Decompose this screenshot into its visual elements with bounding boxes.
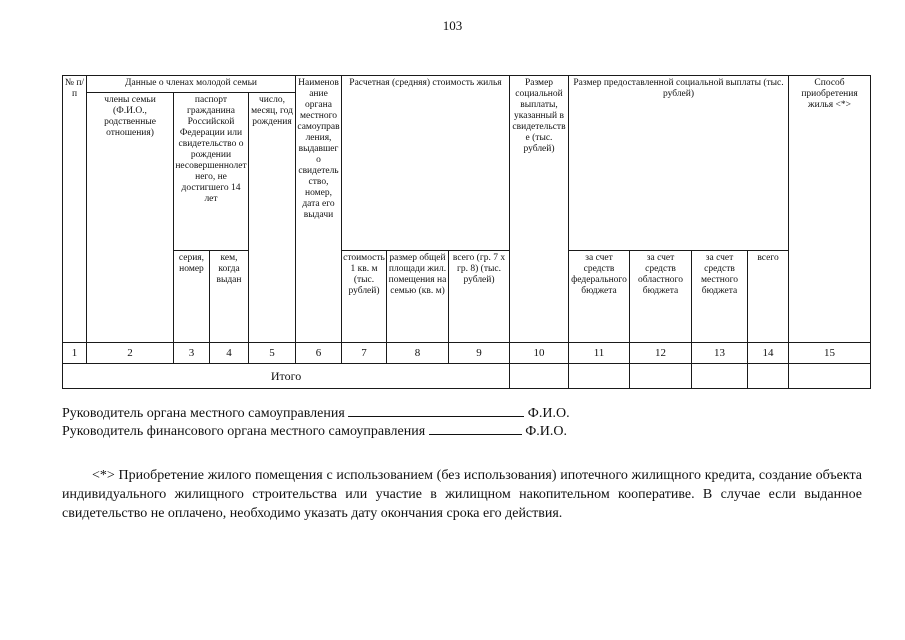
total-row-label: Итого: [63, 364, 510, 389]
column-number: 6: [296, 343, 342, 364]
signature-line-finance: [62, 422, 622, 440]
total-cell: [630, 364, 692, 389]
column-number: 2: [87, 343, 174, 364]
signature-fio: Ф.И.О.: [527, 406, 570, 421]
column-number: 3: [174, 343, 210, 364]
signature-blank: [429, 422, 522, 435]
signature-label: Руководитель органа местного самоуправления: [62, 406, 345, 421]
header-payment-size: Размер социальной выплаты, указанный в свидетельстве (тыс. рублей): [510, 76, 569, 343]
header-passport: паспорт гражданина Российской Федерации или свидетельство о рождении несовершеннолетнего, не достигшего 14 лет: [174, 93, 249, 251]
signature-blank: [348, 404, 524, 417]
column-number: 9: [449, 343, 510, 364]
column-number: 7: [342, 343, 387, 364]
header-regional: за счет средств областного бюджета: [630, 251, 692, 343]
header-series-number: серия, номер: [174, 251, 210, 343]
header-birth-date: число, месяц, год рождения: [249, 93, 296, 343]
column-number: 1: [63, 343, 87, 364]
column-number: 15: [789, 343, 871, 364]
column-number: 5: [249, 343, 296, 364]
header-local-gov-name: Наименование органа местного самоуправления, выдавшего свидетельство, номер, дата его выдачи: [296, 76, 342, 343]
header-num: № п/п: [63, 76, 87, 343]
column-number-row: [63, 343, 871, 364]
total-row: [63, 364, 871, 389]
page-number: 103: [442, 18, 463, 33]
header-issued-by: кем, когда выдан: [210, 251, 249, 343]
column-number: 4: [210, 343, 249, 364]
column-number: 10: [510, 343, 569, 364]
signature-block: [62, 404, 622, 440]
column-number: 12: [630, 343, 692, 364]
header-area-size: размер общей площади жил. помещения на семью (кв. м): [387, 251, 449, 343]
total-cell: [789, 364, 871, 389]
header-family-data: Данные о членах молодой семьи: [87, 76, 296, 93]
column-number: 13: [692, 343, 748, 364]
column-number: 11: [569, 343, 630, 364]
total-cell: [692, 364, 748, 389]
signature-label: Руководитель финансового органа местного самоуправления: [62, 424, 426, 439]
header-total-cost: всего (гр. 7 x гр. 8) (тыс. рублей): [449, 251, 510, 343]
header-local: за счет средств местного бюджета: [692, 251, 748, 343]
footnote: <*> Приобретение жилого помещения с использованием (без использования) ипотечного жилищного кредита, создание объекта индивидуального жилищного строительства или участие в жилищном накопительном кооперативе. В случае если выданное свидетельство не оплачено, необходимо указать дату окончания срока его действия.: [62, 468, 862, 521]
total-cell: [569, 364, 630, 389]
header-total: всего: [748, 251, 789, 343]
column-number: 8: [387, 343, 449, 364]
header-members: члены семьи (Ф.И.О., родственные отношения): [87, 93, 174, 343]
signature-fio: Ф.И.О.: [525, 424, 567, 439]
header-provided-payment: Размер предоставленной социальной выплаты (тыс. рублей): [569, 76, 789, 251]
header-cost-per-sqm: стоимость 1 кв. м (тыс. рублей): [342, 251, 387, 343]
header-method: Способ приобретения жилья <*>: [789, 76, 871, 343]
signature-line-local-gov: [62, 404, 622, 422]
header-housing-cost: Расчетная (средняя) стоимость жилья: [342, 76, 510, 251]
young-family-table: [62, 75, 871, 389]
column-number: 14: [748, 343, 789, 364]
total-cell: [510, 364, 569, 389]
total-cell: [748, 364, 789, 389]
header-federal: за счет средств федерального бюджета: [569, 251, 630, 343]
